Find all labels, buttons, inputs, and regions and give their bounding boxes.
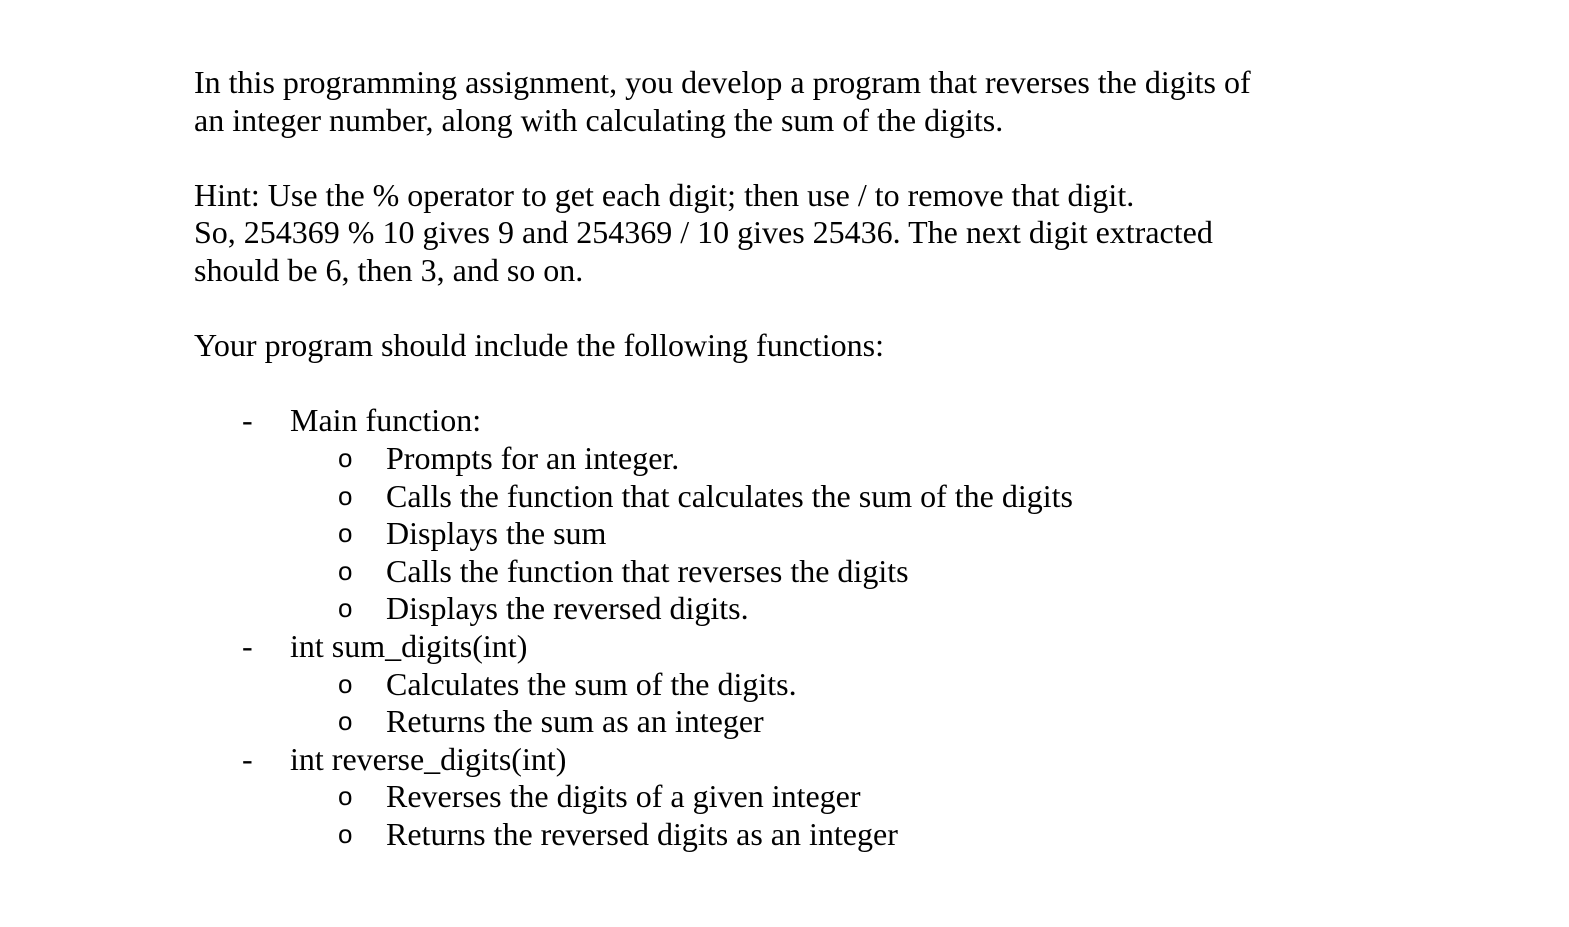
function-label: int sum_digits(int) [290, 627, 528, 664]
intro-paragraph [194, 64, 1494, 139]
function-details-list [290, 778, 1494, 853]
paragraph-spacer [194, 139, 1494, 177]
list-item-text: Calculates the sum of the digits. [386, 665, 797, 702]
function-item-sum-digits [194, 628, 1494, 741]
intro-line: In this programming assignment, you develop a program that reverses the digits of [194, 64, 1251, 100]
list-item [290, 703, 1494, 741]
dash-bullet-icon: - [242, 627, 253, 664]
functions-heading-text: Your program should include the following functions: [194, 327, 885, 364]
list-item-text: Reverses the digits of a given integer [386, 778, 861, 815]
list-item [290, 553, 1494, 591]
list-item [290, 478, 1494, 516]
list-item [290, 515, 1494, 553]
circle-bullet-icon: o [338, 781, 353, 812]
paragraph-spacer [194, 290, 1494, 328]
dash-bullet-icon: - [242, 740, 253, 777]
list-item [290, 778, 1494, 816]
function-label: Main function: [290, 402, 482, 439]
function-details-list [290, 666, 1494, 741]
list-item-text: Displays the reversed digits. [386, 590, 749, 627]
list-item [290, 440, 1494, 478]
functions-heading [194, 327, 1494, 365]
circle-bullet-icon: o [338, 518, 353, 549]
function-item-reverse-digits [194, 741, 1494, 854]
circle-bullet-icon: o [338, 442, 353, 473]
intro-line: an integer number, along with calculating the sum of the digits. [194, 101, 1004, 138]
circle-bullet-icon: o [338, 668, 353, 699]
list-item [290, 590, 1494, 628]
circle-bullet-icon: o [338, 555, 353, 586]
list-item-text: Calls the function that calculates the sum of the digits [386, 477, 1073, 514]
hint-line: So, 254369 % 10 gives 9 and 254369 / 10 gives 25436. The next digit extracted [194, 214, 1213, 251]
dash-bullet-icon: - [242, 402, 253, 439]
functions-list [194, 402, 1494, 853]
hint-line: Hint: Use the % operator to get each digit; then use / to remove that digit. [194, 176, 1135, 213]
function-label: int reverse_digits(int) [290, 740, 567, 777]
circle-bullet-icon: o [338, 593, 353, 624]
paragraph-spacer [194, 365, 1494, 403]
list-item [290, 816, 1494, 854]
list-item-text: Prompts for an integer. [386, 439, 680, 476]
circle-bullet-icon: o [338, 818, 353, 849]
list-item-text: Returns the reversed digits as an integer [386, 815, 898, 852]
document-body [194, 64, 1494, 853]
circle-bullet-icon: o [338, 480, 353, 511]
circle-bullet-icon: o [338, 706, 353, 737]
hint-paragraph [194, 177, 1494, 290]
list-item-text: Displays the sum [386, 515, 607, 552]
function-details-list [290, 440, 1494, 628]
list-item-text: Returns the sum as an integer [386, 703, 764, 740]
list-item [290, 666, 1494, 704]
hint-line: should be 6, then 3, and so on. [194, 251, 584, 288]
list-item-text: Calls the function that reverses the digits [386, 552, 909, 589]
function-item-main [194, 402, 1494, 628]
